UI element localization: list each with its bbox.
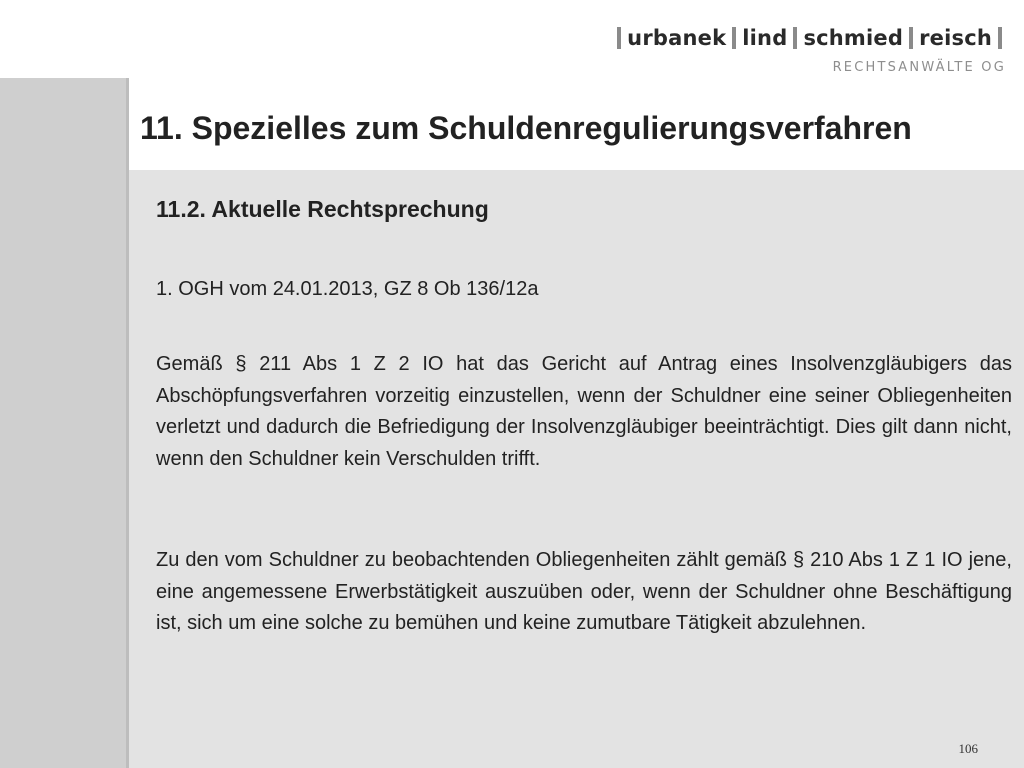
body-paragraph: Zu den vom Schuldner zu beobachtenden Obliegenheiten zählt gemäß § 210 Abs 1 Z 1 IO jene, eine angemessene Erwerbstätigkeit auszuüben oder, wenn der Schuldner ohne Beschäftigung ist, sich um eine solche zu bemühen und keine zumutbare Tätigkeit abzulehnen. — [156, 549, 1012, 634]
case-reference: 1. OGH vom 24.01.2013, GZ 8 Ob 136/12a — [156, 278, 539, 300]
logo-separator — [909, 27, 913, 49]
logo-firm-names — [611, 26, 1008, 50]
left-decorative-band — [0, 78, 126, 768]
slide-title: 11. Spezielles zum Schuldenregulierungsverfahren — [140, 110, 912, 146]
body-paragraph: Gemäß § 211 Abs 1 Z 2 IO hat das Gericht auf Antrag eines Insolvenzgläubigers das Abschöpfungsverfahren vorzeitig einzustellen, wenn der Schuldner eine seiner Obliegenheiten verletzt und dadurch die Befriedigung der Insolvenzgläubiger beeinträchtigt. Dies gilt dann nicht, wenn den Schuldner kein Verschulden trifft. — [156, 353, 1012, 470]
logo-firm-name: schmied — [803, 26, 904, 50]
section-heading: 11.2. Aktuelle Rechtsprechung — [156, 196, 489, 222]
logo-subtitle: RECHTSANWÄLTE OG — [832, 60, 1006, 75]
logo-firm-name: lind — [742, 26, 788, 50]
page-number: 106 — [958, 741, 978, 756]
firm-logo — [611, 26, 1008, 75]
logo-separator — [998, 27, 1002, 49]
logo-firm-name: reisch — [919, 26, 992, 50]
logo-separator — [617, 27, 621, 49]
logo-separator — [732, 27, 736, 49]
logo-separator — [793, 27, 797, 49]
logo-firm-name: urbanek — [627, 26, 727, 50]
